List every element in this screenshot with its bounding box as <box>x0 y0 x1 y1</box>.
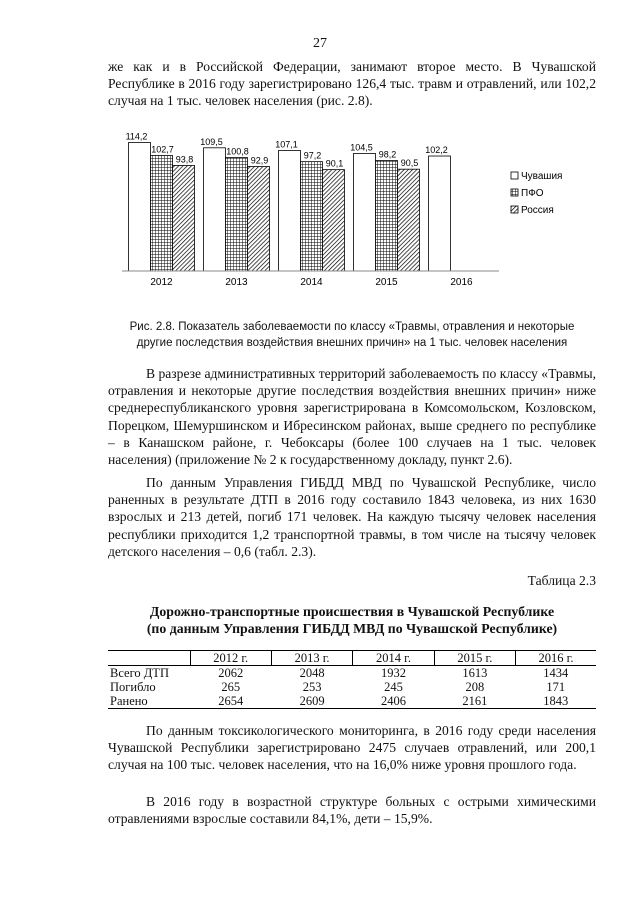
table-cell: 253 <box>302 680 322 694</box>
bar-Чувашия-2016 <box>429 156 451 271</box>
bar-Россия-2013 <box>248 166 270 271</box>
table-cell: 171 <box>546 680 566 694</box>
bar-chart-svg <box>110 128 598 294</box>
table-cell: 2161 <box>434 694 515 709</box>
table-row-label: Ранено <box>108 694 190 709</box>
figure-caption <box>108 319 596 351</box>
data-label: 102,2 <box>425 145 448 156</box>
data-label: 102,7 <box>151 144 174 155</box>
table-cell: 1434 <box>543 666 569 680</box>
table-row <box>108 694 596 709</box>
legend-label: ПФО <box>521 188 544 199</box>
legend-label: Россия <box>521 205 554 216</box>
x-tick-label: 2012 <box>150 277 173 288</box>
bar-ПФО-2012 <box>151 155 173 271</box>
table-cell: 2406 <box>353 694 434 709</box>
table-cell: 2048 <box>299 666 325 680</box>
legend-swatch <box>511 172 518 179</box>
data-label: 104,5 <box>350 142 373 153</box>
data-label: 100,8 <box>226 146 249 157</box>
paragraph-age-structure: В 2016 году в возрастной структуре больных с острыми химическими отравлениями взрослые составили 84,1%, дети – 15,9%. <box>108 794 596 827</box>
traffic-accidents-table <box>108 650 596 709</box>
bar-ПФО-2015 <box>376 161 398 271</box>
figure-caption-line-1: Рис. 2.8. Показатель заболеваемости по классу «Травмы, отравления и некоторые <box>129 321 575 333</box>
table-header-row <box>108 651 596 666</box>
data-label: 92,9 <box>250 155 269 166</box>
table-row-label: Погибло <box>110 680 156 694</box>
paragraph-intro: же как и в Российской Федерации, занимают второе место. В Чувашской Республике в 2016 году зарегистрировано 126,4 тыс. травм и отравлений, или 102,2 случая на 1 тыс. человек населения (рис. 2.8). <box>108 59 596 109</box>
legend-swatch <box>511 206 518 213</box>
data-label: 98,2 <box>378 149 397 160</box>
bar-chart <box>110 128 598 294</box>
x-tick-label: 2013 <box>225 277 248 288</box>
bar-Чувашия-2012 <box>129 143 151 271</box>
table-cell: 2609 <box>271 694 352 709</box>
page-number: 27 <box>313 36 327 51</box>
legend-label: Чувашия <box>521 171 563 182</box>
table-title-line-2: (по данным Управления ГИБДД МВД по Чувашской Республике) <box>146 621 558 636</box>
figure-caption-line-2: другие последствия воздействия внешних причин» на 1 тыс. человек населения <box>136 337 568 349</box>
table-header-cell: 2012 г. <box>190 651 271 666</box>
table-title <box>108 603 596 637</box>
table-row <box>108 680 596 694</box>
bar-Россия-2012 <box>173 165 195 271</box>
bar-Чувашия-2015 <box>354 153 376 271</box>
x-tick-label: 2014 <box>300 277 323 288</box>
table-cell: 245 <box>384 680 403 694</box>
bar-Россия-2014 <box>323 170 345 271</box>
table-header-cell: 2016 г. <box>516 651 596 666</box>
table-row <box>108 666 596 681</box>
table-title-line-1: Дорожно-транспортные происшествия в Чувашской Республике <box>149 604 555 619</box>
bar-Чувашия-2013 <box>204 148 226 271</box>
data-label: 93,8 <box>175 154 194 165</box>
data-label: 97,2 <box>303 150 322 161</box>
bar-ПФО-2013 <box>226 158 248 271</box>
data-label: 109,5 <box>200 136 223 147</box>
table-cell: 265 <box>221 680 241 694</box>
paragraph-toxicology: По данным токсикологического мониторинга, в 2016 году среди населения Чувашской Республики зарегистрировано 2475 случаев отравлений, или 200,1 случая на 100 тыс. человек населения, что на 16,0% ниже уровня прошлого года. <box>108 723 596 773</box>
paragraph-traffic: По данным Управления ГИБДД МВД по Чувашской Республике, число раненных в результате ДТП в 2016 году составило 1843 человека, из них 1630 взрослых и 213 детей, погиб 171 человек. На каждую тысячу человек населения республики приходится 1,2 транспортной травмы, в том числе на тысячу человек детского населения – 0,6 (табл. 2.3). <box>108 475 596 559</box>
table-row-label: Всего ДТП <box>110 666 169 680</box>
x-tick-label: 2015 <box>375 277 398 288</box>
bar-Чувашия-2014 <box>279 151 301 271</box>
table-cell: 1932 <box>380 666 406 680</box>
bar-Россия-2015 <box>398 169 420 271</box>
data-label: 107,1 <box>275 139 298 150</box>
legend-swatch <box>511 189 518 196</box>
table-cell: 2654 <box>190 694 271 709</box>
x-tick-label: 2016 <box>450 277 473 288</box>
bar-ПФО-2014 <box>301 162 323 271</box>
data-label: 90,1 <box>325 158 344 169</box>
paragraph-territories: В разрезе административных территорий заболеваемость по классу «Травмы, отравления и некоторые другие последствия воздействия внешних причин» ниже среднереспубликанского уровня зарегистрирована в Комсомольском, Козловском, Порецком, Шемуршинском и Ибресинском районах, выше среднего по республике – в Канашском районе, г. Чебоксары (более 100 случаев на 1 тыс. человек населения) (приложение № 2 к государственному докладу, пункт 2.6). <box>108 366 596 468</box>
data-label: 90,5 <box>400 158 419 169</box>
table-cell: 1843 <box>516 694 596 709</box>
table-cell: 1613 <box>462 666 488 680</box>
table-header-cell: 2015 г. <box>434 651 515 666</box>
table-cell: 2062 <box>218 666 244 680</box>
table-header-cell: 2014 г. <box>353 651 434 666</box>
data-label: 114,2 <box>125 131 148 142</box>
table-header-cell <box>108 651 190 666</box>
table-header-cell: 2013 г. <box>271 651 352 666</box>
table-cell: 208 <box>465 680 485 694</box>
table-label: Таблица 2.3 <box>527 573 596 588</box>
